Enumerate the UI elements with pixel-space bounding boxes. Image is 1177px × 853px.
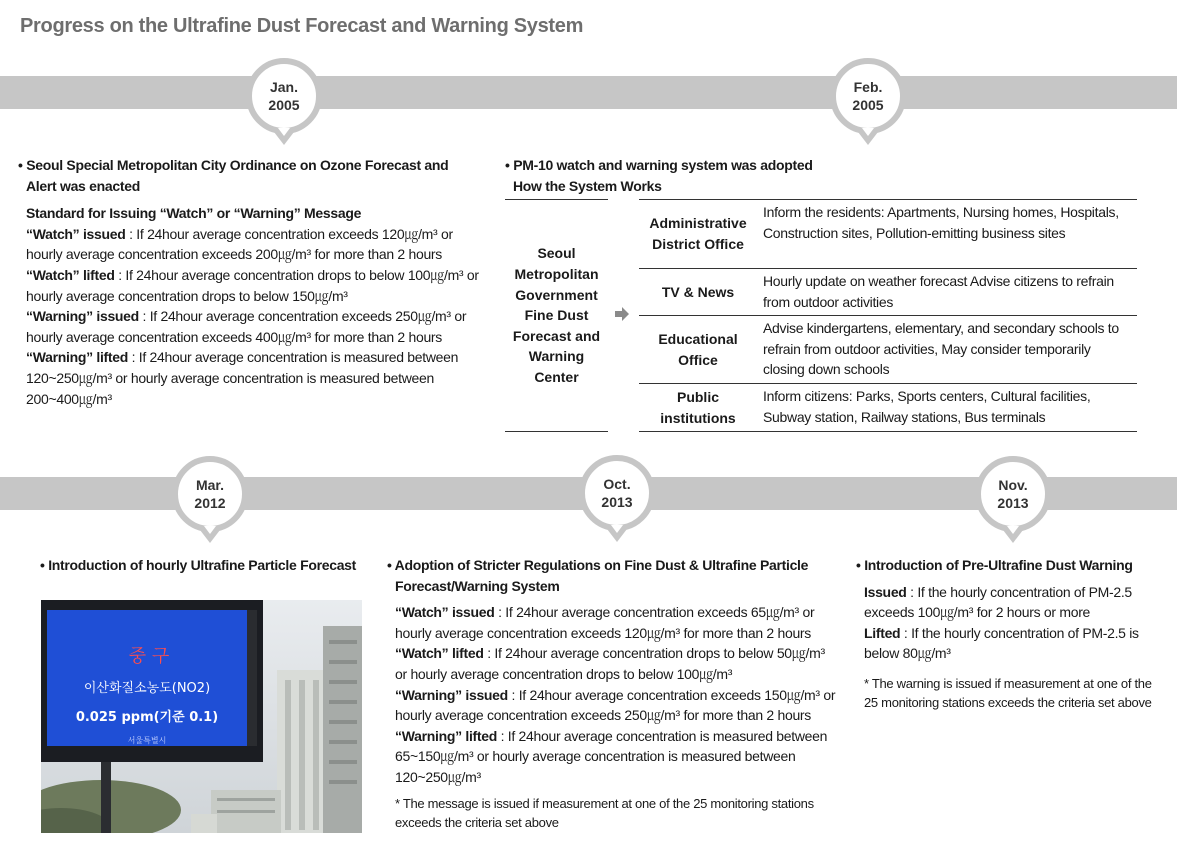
criteria-item [26,224,480,265]
milestone-date: Feb. 2005 [852,79,884,113]
criteria-text: : If 24hour average concentration exceeds 250㎍/m³ or hourly average concentration exceeds 400㎍/m³ for more than 2 hours [26,308,467,345]
criteria-item [395,602,837,643]
table-row [639,269,1137,316]
sign-district: 중 구 [128,646,170,667]
arrow-right-icon [615,307,629,321]
milestone-nov-2013 [975,456,1051,532]
recipient-action: Inform the residents: Apartments, Nursing homes, Hospitals, Construction sites, Pollution-emitting business sites [763,204,1119,241]
criteria-item [26,347,480,409]
footnote: * The message is issued if measurement at one of the 25 monitoring stations exceeds the criteria set above [395,795,814,830]
section-mar-2012 [40,555,375,576]
criteria-text: : If 24hour average concentration is measured between 120~250㎍/m³ or hourly average concentration is measured between 200~400㎍/m³ [26,349,459,407]
recipient-name: TV & News [661,283,735,300]
criteria-label: “Warning” lifted [395,727,498,744]
table-row [639,200,1137,269]
section-heading: • Adoption of Stricter Regulations on Fine Dust & Ultrafine Particle Forecast/Warning System [387,555,837,596]
sign-pollutant: 이산화질소농도(NO2) [83,681,211,696]
section-subhead: How the System Works [513,177,662,194]
criteria-text: : If 24hour average concentration exceeds 65㎍/m³ or hourly average concentration exceeds 120㎍/m³ for more than 2 hours [395,604,815,641]
section-heading: • Introduction of Pre-Ultrafine Dust Warning [856,555,1161,576]
sign-reading: 0.025 ppm(기준 0.1) [75,710,219,725]
criteria-label: “Watch” lifted [395,645,484,662]
sign-photo-illustration [41,600,362,833]
criteria-label: “Warning” issued [26,308,139,325]
criteria-label: “Watch” lifted [26,266,115,283]
recipient-action: Hourly update on weather forecast Advise citizens to refrain from outdoor activities [763,273,1114,310]
page-title: Progress on the Ultrafine Dust Forecast and Warning System [20,15,584,37]
forecast-center: Seoul Metropolitan Government Fine Dust Forecast and Warning Center [505,199,608,432]
footnote: * The warning is issued if measurement at one of the 25 monitoring stations exceeds the criteria set above [864,675,1152,710]
criteria-item [26,306,480,347]
table-row [639,384,1137,432]
criteria-label: “Watch” issued [395,604,495,621]
criteria-text: : If 24hour average concentration exceeds 150㎍/m³ or hourly average concentration exceeds 250㎍/m³ for more than 2 hours [395,686,836,724]
recipient-action: Advise kindergartens, elementary, and secondary schools to refrain from outdoor activities, May consider temporarily closing down schools [763,320,1119,378]
section-feb-2005 [505,155,1135,196]
criteria-text: : If the hourly concentration of PM-2.5 is below 80㎍/m³ [864,624,1139,662]
section-heading: • Introduction of hourly Ultrafine Particle Forecast [40,555,375,576]
recipient-name: Educational Office [658,330,738,368]
section-oct-2013 [387,555,837,832]
table-row [639,316,1137,384]
criteria-item [395,726,837,788]
section-heading: • PM-10 watch and warning system was adopted [505,155,1135,176]
recipient-action: Inform citizens: Parks, Sports centers, Cultural facilities, Subway station, Railway stations, Bus terminals [763,388,1091,425]
recipient-name: Administrative District Office [649,215,747,252]
sign-footer: 서울특별시 [127,736,167,745]
section-subhead: Standard for Issuing “Watch” or “Warning” Message [26,205,362,222]
recipient-name: Public institutions [660,388,736,426]
criteria-item [395,643,837,684]
criteria-label: “Warning” issued [395,686,508,703]
criteria-text: : If the hourly concentration of PM-2.5 exceeds 100㎍/m³ for 2 hours or more [864,583,1132,621]
milestone-jan-2005 [246,58,322,134]
criteria-item [864,623,1161,664]
criteria-text: : If 24hour average concentration exceeds 120㎍/m³ or hourly average concentration exceeds 200㎍/m³ for more than 2 hours [26,225,453,263]
criteria-item [864,582,1161,623]
criteria-text: : If 24hour average concentration drops to below 100㎍/m³ or hourly average concentration drops to below 150㎍/m³ [26,266,479,304]
criteria-label: Lifted [864,624,901,641]
section-jan-2005 [18,155,480,409]
system-flow-diagram [505,199,1137,432]
criteria-text: : If 24hour average concentration is measured between 65~150㎍/m³ or hourly average concentration is measured between 120~250㎍/m³ [395,727,828,785]
timeline-band-top [0,76,1177,109]
criteria-label: “Warning” lifted [26,349,129,366]
criteria-label: Issued [864,583,907,600]
milestone-date: Jan. 2005 [268,79,300,113]
section-heading: • Seoul Special Metropolitan City Ordinance on Ozone Forecast and Alert was enacted [18,155,480,196]
milestone-date: Mar. 2012 [194,477,226,511]
milestone-date: Oct. 2013 [601,476,633,510]
section-nov-2013 [856,555,1161,712]
criteria-text: : If 24hour average concentration drops to below 50㎍/m³ or hourly average concentration drops to below 100㎍/m³ [395,645,825,682]
recipient-table [639,199,1137,432]
milestone-date: Nov. 2013 [997,477,1029,511]
milestone-oct-2013 [579,455,655,531]
criteria-item [26,265,480,306]
milestone-feb-2005 [830,58,906,134]
electronic-sign-photo [41,600,362,833]
criteria-item [395,685,837,726]
criteria-label: “Watch” issued [26,225,126,242]
milestone-mar-2012 [172,456,248,532]
